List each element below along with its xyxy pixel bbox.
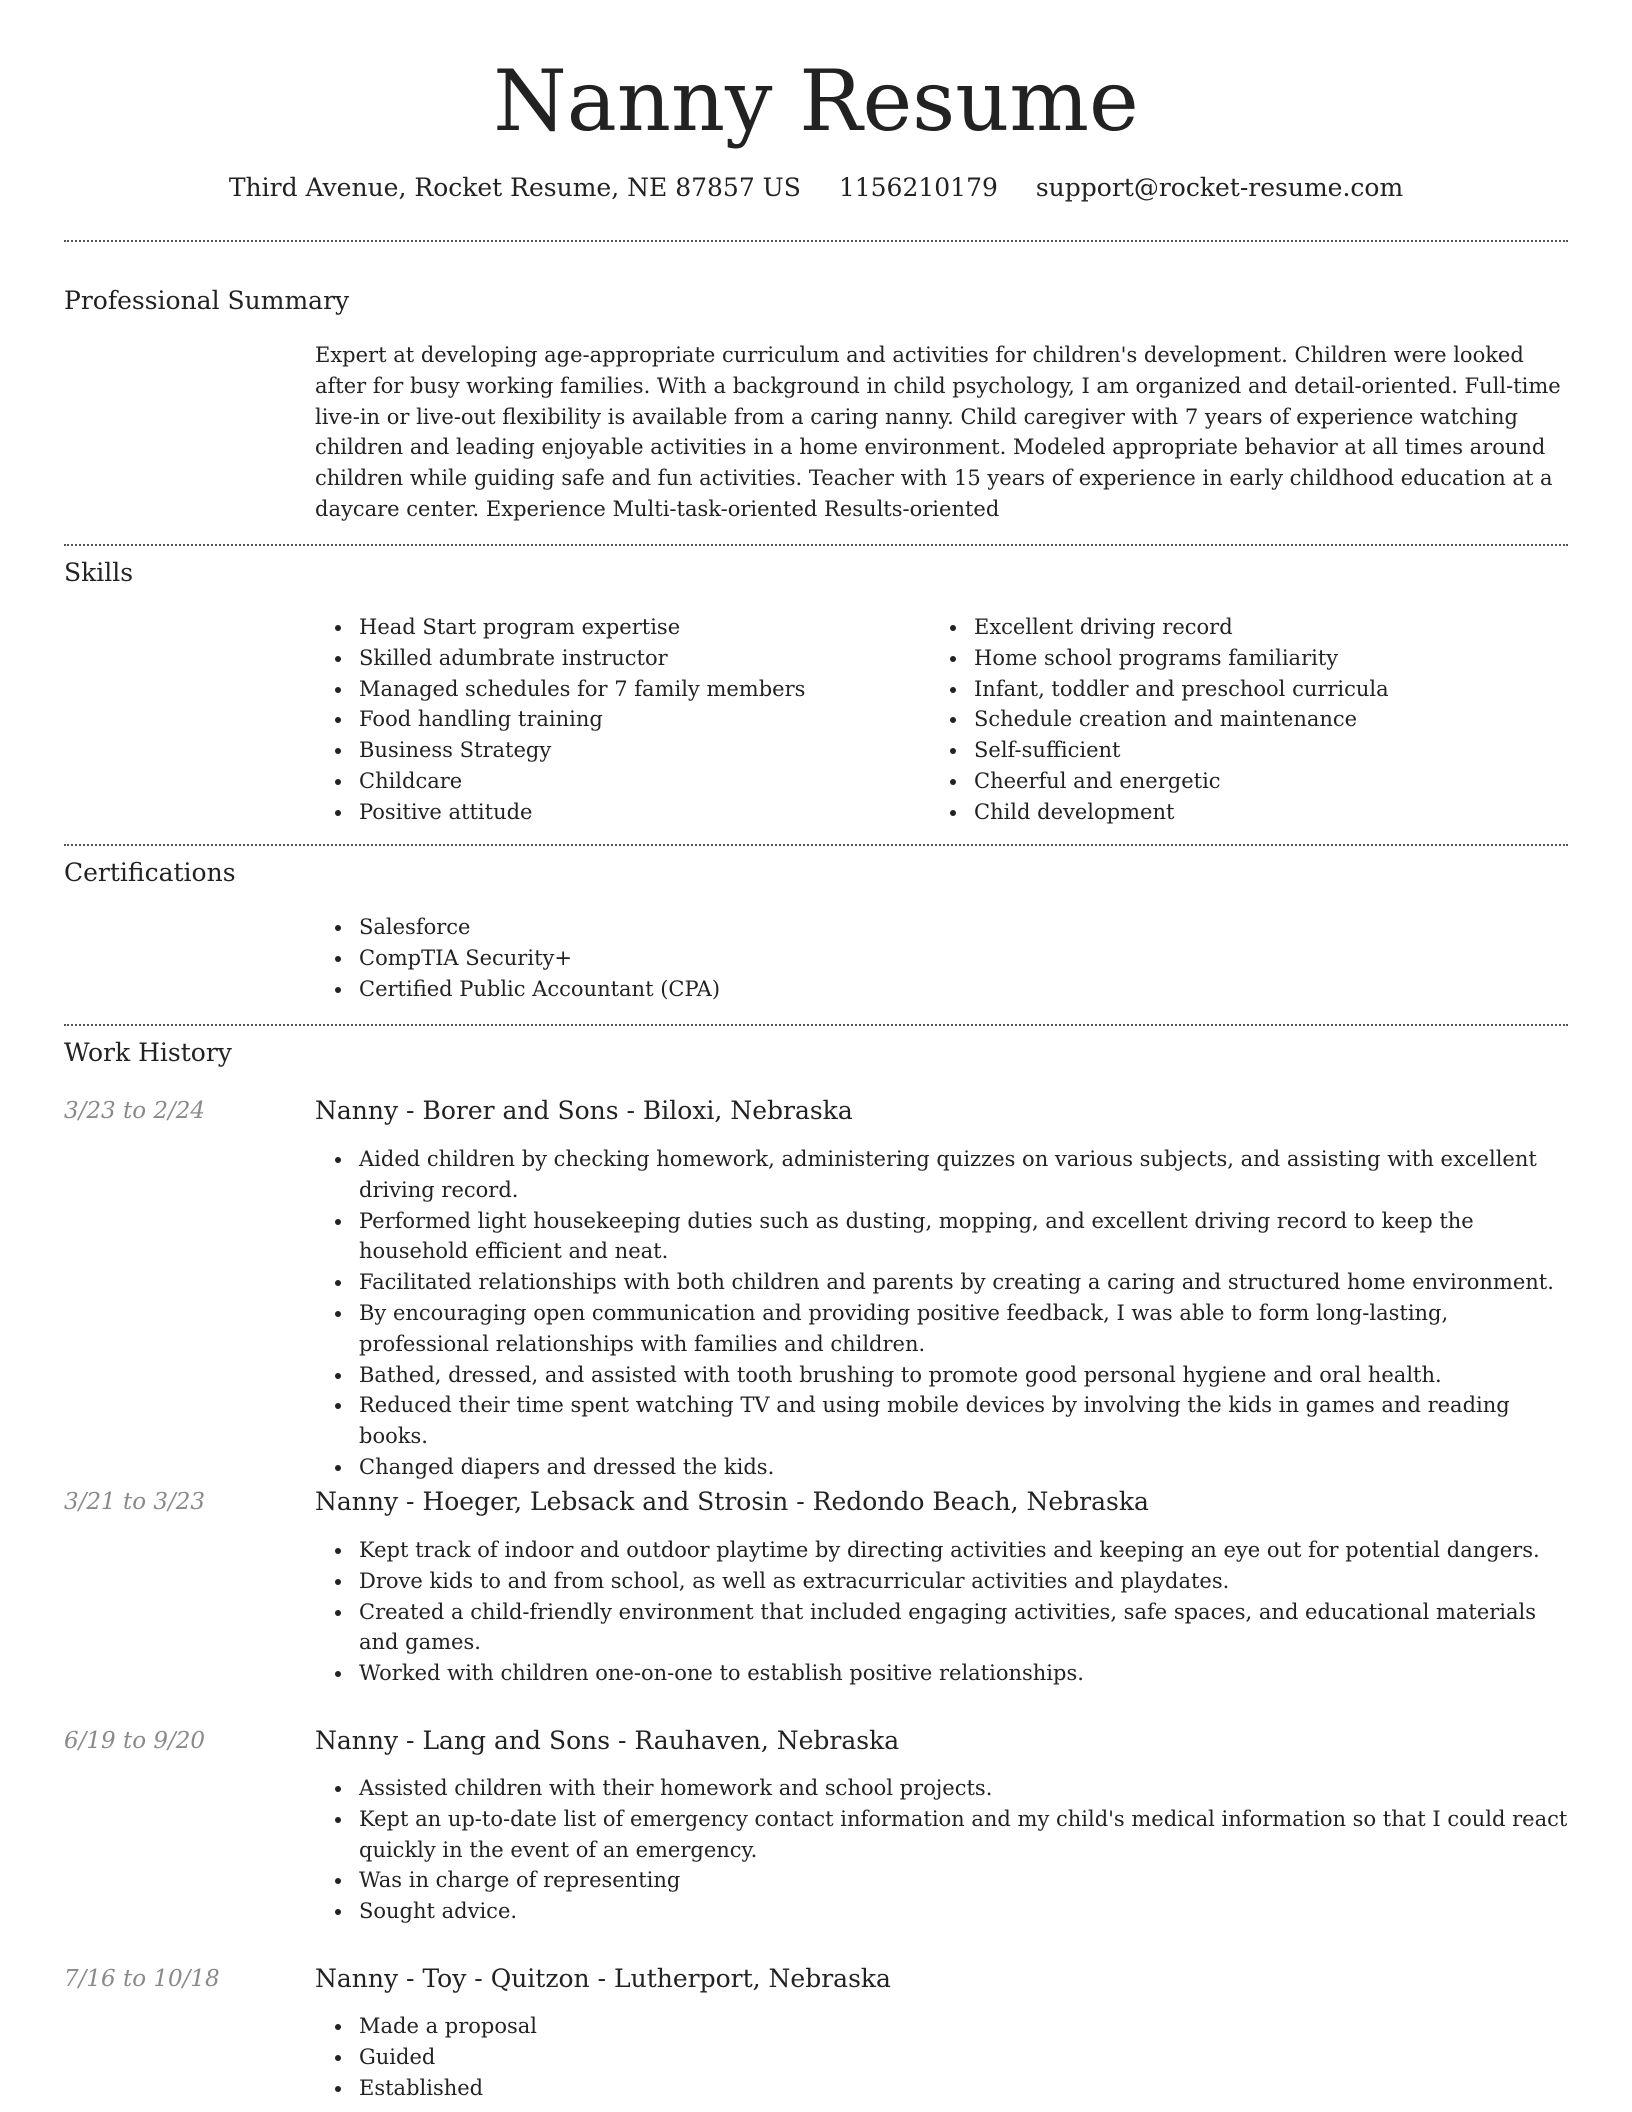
job-date: 6/19 to 9/20 [64,1728,206,1754]
job-bullet: Was in charge of representing [315,1865,1568,1896]
job-date: 3/23 to 2/24 [64,1098,206,1124]
job-bullet: Guided [315,2042,1568,2073]
job-title: Nanny - Borer and Sons - Biloxi, Nebraska [315,1096,853,1125]
skills-heading: Skills [64,558,134,587]
job-responsibilities [315,1144,1568,1483]
certification-item: Certified Public Accountant (CPA) [315,974,1568,1005]
job-date: 7/16 to 10/18 [64,1966,220,1992]
skill-item: Excellent driving record [930,612,1550,643]
job-title: Nanny - Lang and Sons - Rauhaven, Nebraska [315,1726,900,1755]
certifications-section [315,912,1568,1004]
summary-section [315,340,1568,525]
job-bullet: Aided children by checking homework, administering quizzes on various subjects, and assisting with excellent driving record. [315,1144,1568,1206]
job-bullet: Drove kids to and from school, as well as extracurricular activities and playdates. [315,1566,1568,1597]
skills-right-column [930,612,1550,828]
email-link[interactable]: support@rocket-resume.com [1035,173,1404,202]
job-date: 3/21 to 3/23 [64,1489,206,1515]
skill-item: Business Strategy [315,735,915,766]
skill-item: Managed schedules for 7 family members [315,674,915,705]
summary-text: Expert at developing age-appropriate curriculum and activities for children's development. Children were looked after for busy working families. With a background in child psychology, I am organized and detail-oriented. Full-time live-in or live-out flexibility is available from a caring nanny. Child caregiver with 7 years of experience watching children and leading enjoyable activities in a home environment. Modeled appropriate behavior at all times around children while guiding safe and fun activities. Teacher with 15 years of experience in early childhood education at a daycare center. Experience Multi-task-oriented Results-oriented [315,343,1561,521]
resume-page [64,0,1568,2112]
job-bullet: Made a proposal [315,2011,1568,2042]
job-bullet: Assisted children with their homework and school projects. [315,1773,1568,1804]
work-history-heading: Work History [64,1038,232,1067]
address-text: Third Avenue, Rocket Resume, NE 87857 US [228,173,801,202]
job-bullet: Created a child-friendly environment that included engaging activities, safe spaces, and educational materials and games. [315,1597,1568,1659]
skill-item: Cheerful and energetic [930,766,1550,797]
job-bullet: Kept an up-to-date list of emergency contact information and my child's medical information so that I could react quickly in the event of an emergency. [315,1804,1568,1866]
divider [64,844,1568,846]
certification-item: Salesforce [315,912,1568,943]
job-title: Nanny - Toy - Quitzon - Lutherport, Nebraska [315,1964,891,1993]
job-responsibilities [315,1535,1568,1689]
job-title: Nanny - Hoeger, Lebsack and Strosin - Redondo Beach, Nebraska [315,1487,1149,1516]
skill-item: Childcare [315,766,915,797]
job-bullet: Changed diapers and dressed the kids. [315,1452,1568,1483]
skill-item: Infant, toddler and preschool curricula [930,674,1550,705]
job-responsibilities [315,1773,1568,1927]
skill-item: Head Start program expertise [315,612,915,643]
skill-item: Positive attitude [315,797,915,828]
job-responsibilities [315,2011,1568,2103]
skill-item: Home school programs familiarity [930,643,1550,674]
phone-text: 1156210179 [838,173,998,202]
job-bullet: Kept track of indoor and outdoor playtime by directing activities and keeping an eye out for potential dangers. [315,1535,1568,1566]
skill-item: Skilled adumbrate instructor [315,643,915,674]
skill-item: Food handling training [315,704,915,735]
job-bullet: Performed light housekeeping duties such as dusting, mopping, and excellent driving record to keep the household efficient and neat. [315,1206,1568,1268]
job-bullet: Worked with children one-on-one to establish positive relationships. [315,1658,1568,1689]
job-bullet: Reduced their time spent watching TV and using mobile devices by involving the kids in games and reading books. [315,1390,1568,1452]
certifications-heading: Certifications [64,858,236,887]
summary-heading: Professional Summary [64,286,350,315]
certification-item: CompTIA Security+ [315,943,1568,974]
job-bullet: By encouraging open communication and providing positive feedback, I was able to form long-lasting, professional relationships with families and children. [315,1298,1568,1360]
divider [64,544,1568,546]
skill-item: Child development [930,797,1550,828]
divider [64,240,1568,242]
job-bullet: Sought advice. [315,1896,1568,1927]
job-bullet: Established [315,2073,1568,2104]
job-bullet: Facilitated relationships with both children and parents by creating a caring and structured home environment. [315,1267,1568,1298]
skill-item: Schedule creation and maintenance [930,704,1550,735]
contact-line [64,170,1568,206]
job-bullet: Bathed, dressed, and assisted with tooth brushing to promote good personal hygiene and oral health. [315,1360,1568,1391]
divider [64,1024,1568,1026]
resume-title: Nanny Resume [493,52,1139,150]
skill-item: Self-sufficient [930,735,1550,766]
skills-left-column [315,612,915,828]
